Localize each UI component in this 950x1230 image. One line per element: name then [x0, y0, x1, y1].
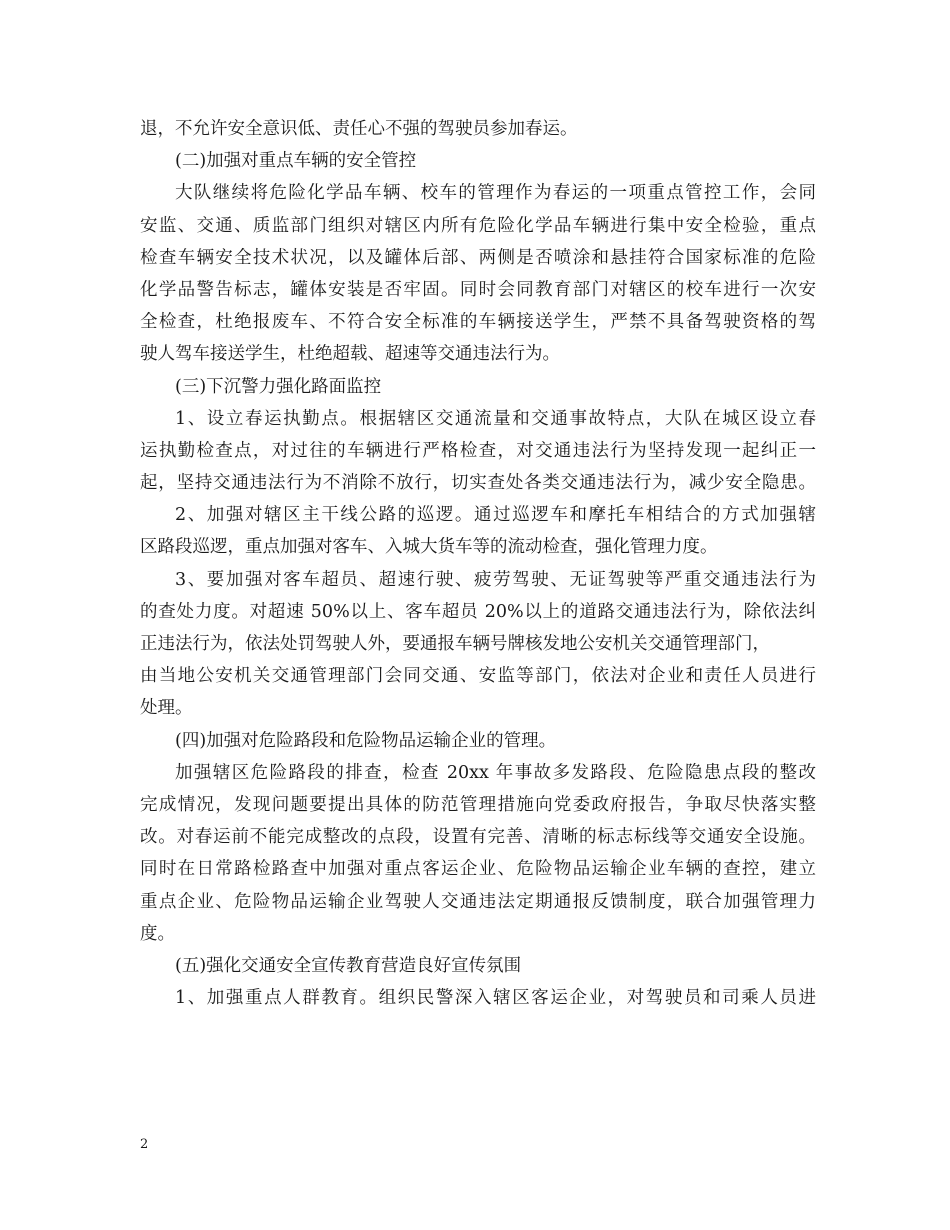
text-line: 完成情况，发现问题要提出具体的防范管理措施向党委政府报告，争取尽快落实整	[140, 794, 816, 815]
text-line: (五)强化交通安全宣传教育营造良好宣传氛围	[175, 955, 522, 976]
text-line: 重点企业、危险物品运输企业驾驶人交通违法定期通报反馈制度，联合加强管理力	[140, 891, 816, 912]
document-body	[140, 113, 816, 1014]
text-line: 驶人驾车接送学生，杜绝超载、超速等交通违法行为。	[140, 344, 560, 365]
page-number: 2	[140, 1137, 149, 1152]
text-line: 安监、交通、质监部门组织对辖区内所有危险化学品车辆进行集中安全检验，重点	[140, 215, 816, 236]
text-line: 起，坚持交通违法行为不消除不放行，切实查处各类交通违法行为，减少安全隐患。	[140, 473, 816, 494]
text-line: 1、加强重点人群教育。组织民警深入辖区客运企业，对驾驶员和司乘人员进	[175, 988, 816, 1009]
text-line: 改。对春运前不能完成整改的点段，设置有完善、清晰的标志标线等交通安全设施。	[140, 827, 816, 848]
text-line: (三)下沉警力强化路面监控	[175, 376, 382, 397]
text-line: 检查车辆安全技术状况，以及罐体后部、两侧是否喷涂和悬挂符合国家标准的危险	[140, 247, 816, 268]
text-line: (四)加强对危险路段和危险物品运输企业的管理。	[175, 730, 557, 751]
text-line: 运执勤检查点，对过往的车辆进行严格检查，对交通违法行为坚持发现一起纠正一	[140, 440, 816, 461]
text-line: 正违法行为，依法处罚驾驶人外，要通报车辆号牌核发地公安机关交通管理部门，	[140, 634, 770, 654]
text-line: 3、要加强对客车超员、超速行驶、疲劳驾驶、无证驾驶等严重交通违法行为	[175, 569, 816, 590]
text-line: 2、加强对辖区主干线公路的巡逻。通过巡逻车和摩托车相结合的方式加强辖	[175, 505, 816, 526]
text-line: 大队继续将危险化学品车辆、校车的管理作为春运的一项重点管控工作，会同	[175, 183, 816, 204]
text-line: 化学品警告标志，罐体安装是否牢固。同时会同教育部门对辖区的校车进行一次安	[140, 279, 816, 300]
text-line: 退，不允许安全意识低、责任心不强的驾驶员参加春运。	[140, 119, 578, 139]
text-line: 加强辖区危险路段的排查，检查 20xx 年事故多发路段、危险隐患点段的整改	[175, 762, 816, 783]
text-line: 1、设立春运执勤点。根据辖区交通流量和交通事故特点，大队在城区设立春	[175, 408, 816, 429]
text-line: 全检查，杜绝报废车、不符合安全标准的车辆接送学生，严禁不具备驾驶资格的驾	[140, 312, 816, 333]
text-line: 度。	[140, 923, 175, 944]
text-line: 区路段巡逻，重点加强对客车、入城大货车等的流动检查，强化管理力度。	[140, 537, 718, 558]
text-line: 由当地公安机关交通管理部门会同交通、安监等部门，依法对企业和责任人员进行	[140, 666, 816, 687]
text-line: 同时在日常路检路查中加强对重点客运企业、危险物品运输企业车辆的查控，建立	[140, 859, 816, 880]
text-line: (二)加强对重点车辆的安全管控	[175, 151, 417, 172]
text-line: 处理。	[140, 698, 193, 719]
text-line: 的查处力度。对超速 50%以上、客车超员 20%以上的道路交通违法行为，除依法纠	[140, 601, 816, 622]
